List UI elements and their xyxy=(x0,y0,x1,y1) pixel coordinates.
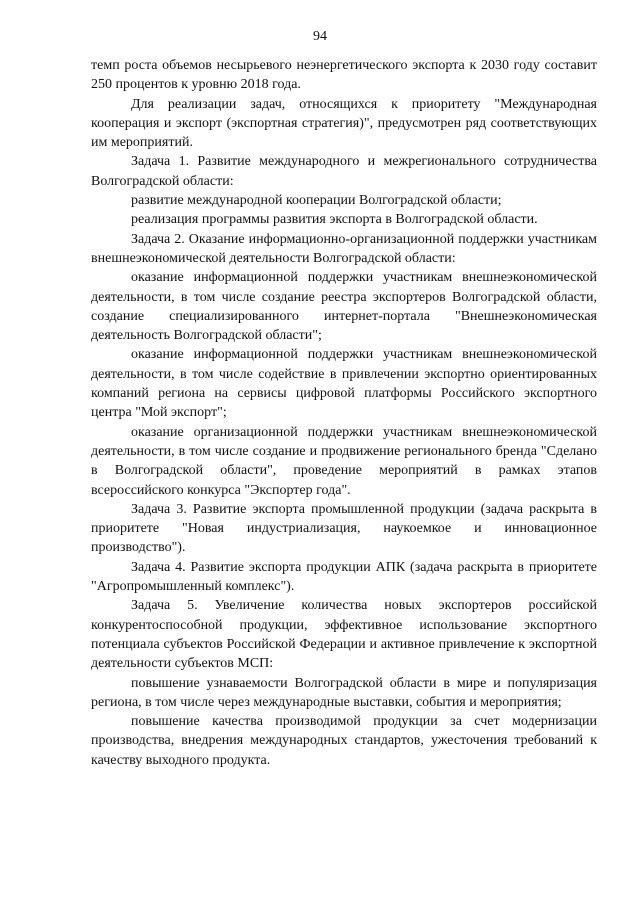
paragraph-14: повышение качества производимой продукции за счет модернизации производства, внедрения международных стандартов, ужесточения требований к качеству выходного продукта. xyxy=(91,714,597,768)
paragraph-2: Для реализации задач, относящихся к приоритету "Международная кооперация и экспорт (экспортная стратегия)", предусмотрен ряд соответствующих им мероприятий. xyxy=(91,96,597,151)
paragraph-9: оказание организационной поддержки участникам внешнеэкономической деятельности, в том числе создание и продвижение регионального бренда "Сделано в Волгоградской области", проведение мероприятий в рамках этапов всероссийского конкурса "Экспортер года". xyxy=(91,424,597,498)
paragraph-1: темп роста объемов несырьевого неэнергетического экспорта к 2030 году составит 250 процентов к уровню 2018 года. xyxy=(91,58,597,93)
paragraph-13: повышение узнаваемости Волгоградской области в мире и популяризация региона, в том числе через международные выставки, события и мероприятия; xyxy=(91,675,597,710)
paragraph-3: Задача 1. Развитие международного и межрегионального сотрудничества Волгоградской области: xyxy=(91,154,597,189)
paragraph-7: оказание информационной поддержки участникам внешнеэкономической деятельности, в том числе создание реестра экспортеров Волгоградской области, создание специализированного интернет-портала "Внешнеэкономическая деятельность Волгоградской области"; xyxy=(91,270,597,344)
paragraph-8: оказание информационной поддержки участникам внешнеэкономической деятельности, в том числе содействие в привлечении экспортно ориентированных компаний региона на сервисы цифровой платформы Российского экспортного центра "Мой экспорт"; xyxy=(91,347,597,421)
paragraph-12: Задача 5. Увеличение количества новых экспортеров российской конкурентоспособной продукции, эффективное использование экспортного потенциала субъектов Российской Федерации и активное привлечение к экспортной деятельности субъектов МСП: xyxy=(91,598,597,672)
paragraph-10: Задача 3. Развитие экспорта промышленной продукции (задача раскрыта в приоритете "Новая индустриализация, наукоемкое и инновационное производство"). xyxy=(91,501,597,556)
page-number: 94 xyxy=(313,29,327,44)
paragraph-11: Задача 4. Развитие экспорта продукции АПК (задача раскрыта в приоритете "Агропромышленный комплекс"). xyxy=(91,559,597,595)
paragraph-5: реализация программы развития экспорта в Волгоградской области. xyxy=(131,212,538,228)
paragraph-4: развитие международной кооперации Волгоградской области; xyxy=(131,193,502,209)
document-body xyxy=(91,56,597,770)
paragraph-6: Задача 2. Оказание информационно-организационной поддержки участникам внешнеэкономической деятельности Волгоградской области: xyxy=(91,231,597,266)
